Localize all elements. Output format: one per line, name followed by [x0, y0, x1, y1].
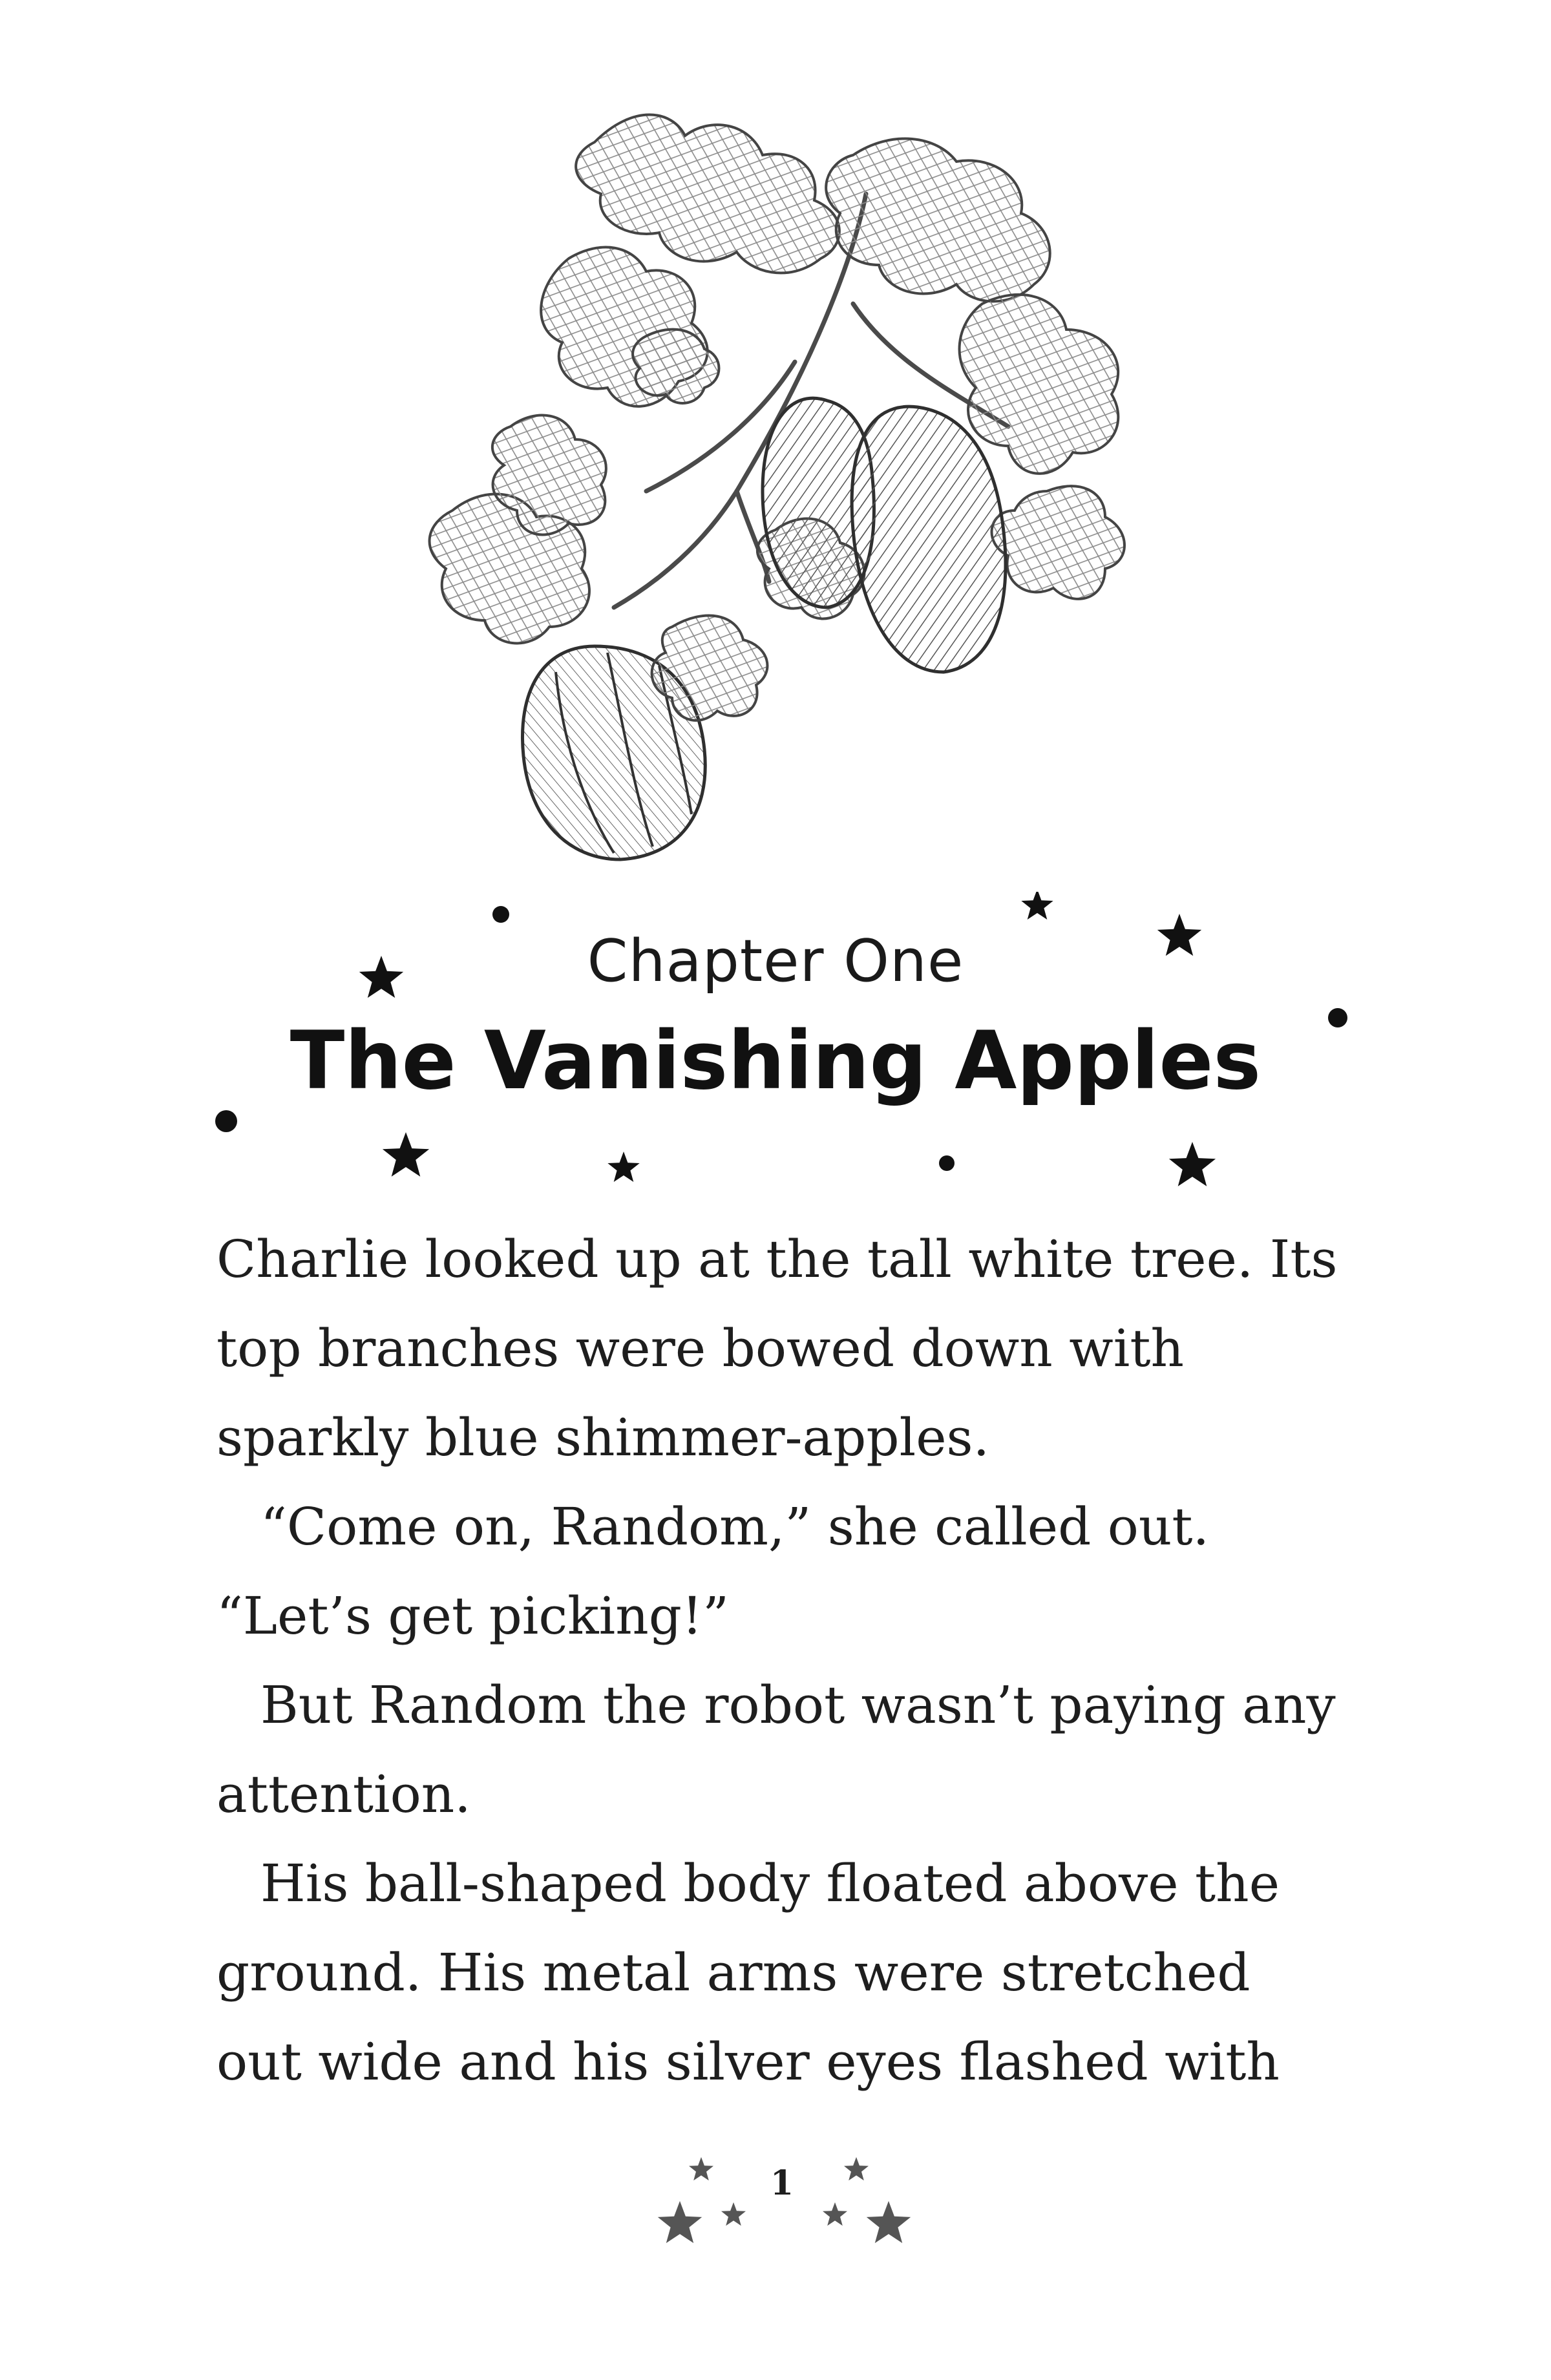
body-text	[216, 1215, 1341, 2107]
star-icon	[1169, 1142, 1216, 1186]
star-icon	[867, 2201, 911, 2243]
star-icon	[721, 2202, 746, 2226]
star-icon	[1021, 892, 1053, 920]
dot-decoration	[492, 906, 509, 923]
dot-decoration	[215, 1110, 237, 1132]
footer-stars	[633, 2139, 931, 2268]
paragraph: His ball-shaped body floated above the ground. His metal arms were stretched out wide and his silver eyes flashed with	[216, 1853, 1280, 2092]
star-icon	[383, 1132, 429, 1177]
paragraph: But Random the robot wasn’t paying any attention.	[216, 1675, 1336, 1824]
chapter-number: Chapter One	[587, 927, 964, 995]
page-number: 1	[770, 2164, 794, 2203]
shimmer-apple-branch-illustration	[401, 90, 1254, 892]
paragraph: Charlie looked up at the tall white tree. Its top branches were bowed down with sparkly blue shimmer-apples.	[216, 1229, 1338, 1468]
star-icon	[607, 1152, 639, 1182]
dot-decoration	[939, 1155, 955, 1171]
paragraph: “Come on, Random,” she called out. “Let’s get picking!”	[216, 1497, 1210, 1646]
star-icon	[658, 2201, 702, 2243]
page-footer	[633, 2139, 931, 2268]
chapter-heading	[0, 892, 1551, 1189]
star-icon	[823, 2202, 847, 2226]
chapter-title: The Vanishing Apples	[290, 1015, 1261, 1108]
